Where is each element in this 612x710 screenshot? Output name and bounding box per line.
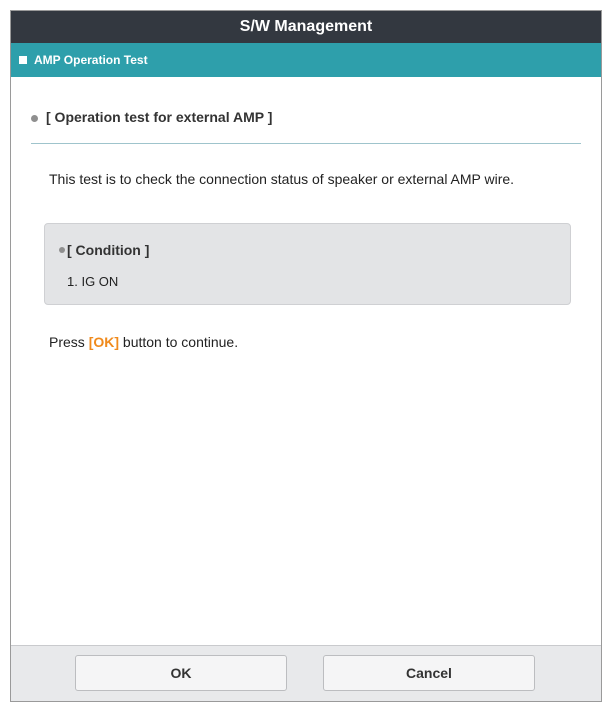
condition-box bbox=[44, 223, 571, 305]
circle-bullet-icon bbox=[31, 115, 38, 122]
condition-title: [ Condition ] bbox=[67, 242, 150, 258]
instruction-suffix: button to continue. bbox=[119, 334, 239, 350]
cancel-button[interactable]: Cancel bbox=[323, 655, 535, 691]
test-heading bbox=[31, 109, 581, 144]
window-title: S/W Management bbox=[239, 18, 373, 35]
instruction-prefix: Press bbox=[49, 334, 89, 350]
test-description: This test is to check the connection status of speaker or external AMP wire. bbox=[49, 171, 515, 187]
instruction-ok-highlight: [OK] bbox=[88, 334, 120, 350]
circle-bullet-icon bbox=[59, 247, 65, 253]
condition-heading bbox=[59, 242, 149, 258]
square-bullet-icon bbox=[19, 56, 27, 64]
window-title-bar bbox=[11, 11, 601, 43]
section-title: AMP Operation Test bbox=[34, 53, 148, 67]
ok-button[interactable]: OK bbox=[75, 655, 287, 691]
condition-item: 1. IG ON bbox=[67, 274, 119, 289]
section-header bbox=[11, 43, 601, 77]
dialog-button-bar bbox=[11, 645, 601, 701]
sw-management-window bbox=[10, 10, 602, 702]
continue-instruction bbox=[49, 334, 238, 350]
test-heading-text: [ Operation test for external AMP ] bbox=[46, 109, 273, 125]
